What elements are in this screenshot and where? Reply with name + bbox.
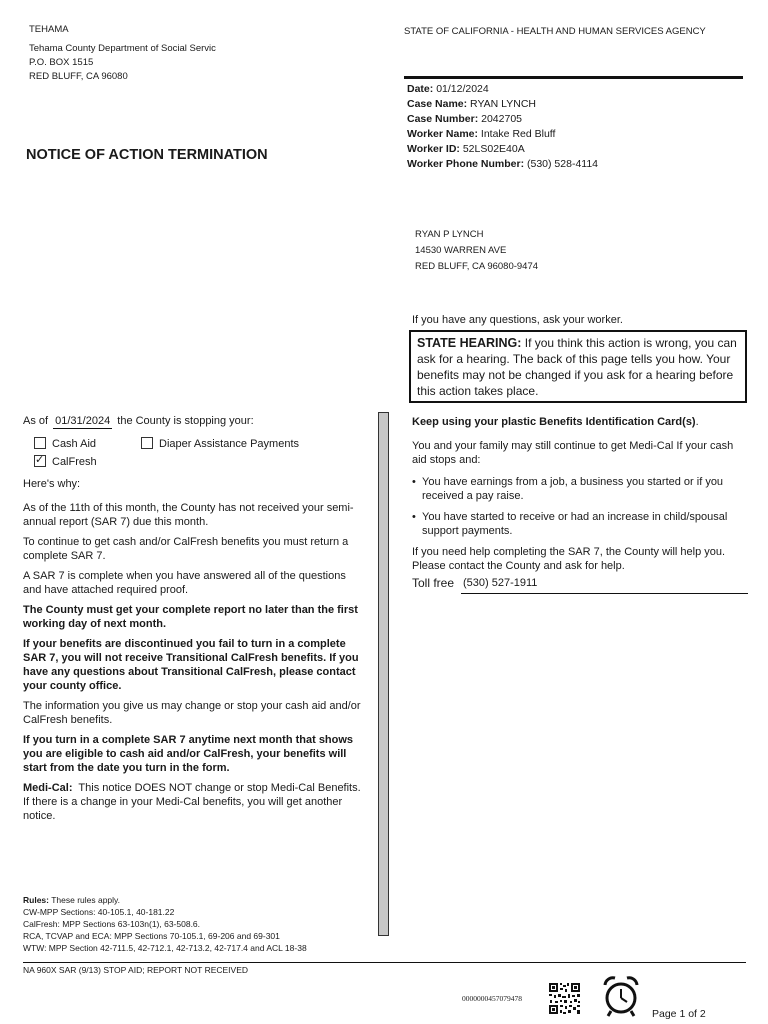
alarm-clock-icon xyxy=(601,974,641,1018)
help-text: If you need help completing the SAR 7, the County will help you. Please contact the County and ask for help. xyxy=(412,546,726,572)
stopping-date: 01/31/2024 xyxy=(55,415,111,427)
agency-dept: Tehama County Department of Social Servic xyxy=(29,43,216,54)
cash-aid-option[interactable] xyxy=(34,437,96,451)
rules-block: Rules: These rules apply. CW-MPP Sections: 40-105.1, 40-181.22 CalFresh: MPP Sections 63-103n(1), 63-508.6. RCA, TCVAP and ECA: MPP Sections 70-105.1, 69-206 and 69-301 WTW: MPP Section 42-711.5, 42-712.1, 42-713.2, 42-717.4 and ACL 18-38 xyxy=(23,895,307,953)
recipient-city: RED BLUFF, CA 96080-9474 xyxy=(415,261,539,272)
diaper-checkbox[interactable] xyxy=(141,437,153,449)
case-number-row: Case Number: 2042705 xyxy=(407,113,523,125)
reason-p7: If you turn in a complete SAR 7 anytime next month that shows you are eligible to cash aid and/or CalFresh, your benefits will start from the date you turn in the form. xyxy=(23,734,354,774)
right-column xyxy=(412,415,746,573)
state-hearing-box xyxy=(409,330,747,403)
reason-p1: As of the 11th of this month, the County has not received your semi-annual report (SAR 7) due this month. xyxy=(23,502,354,528)
cash-aid-checkbox[interactable] xyxy=(34,437,46,449)
case-number: 2042705 xyxy=(481,113,523,125)
stopping-line: As of 01/31/2024 the County is stopping your: xyxy=(23,415,254,427)
list-item: • You have started to receive or had an increase in child/spousal support payments. xyxy=(412,510,746,538)
worker-id-row: Worker ID: 52LS02E40A xyxy=(407,143,525,155)
worker-name-row: Worker Name: Intake Red Bluff xyxy=(407,128,556,140)
diaper-option[interactable] xyxy=(141,437,299,451)
cash-aid-label: Cash Aid xyxy=(52,438,97,450)
list-item: • You have earnings from a job, a business you started or if you received a pay raise. xyxy=(412,475,746,503)
case-name-row: Case Name: RYAN LYNCH xyxy=(407,98,536,110)
worker-phone: (530) 528-4114 xyxy=(527,158,599,170)
agency-city: RED BLUFF, CA 96080 xyxy=(29,71,128,82)
form-id: NA 960X SAR (9/13) STOP AID; REPORT NOT RECEIVED xyxy=(23,965,249,975)
medi-conditions-list xyxy=(412,475,746,538)
calfresh-checkbox[interactable] xyxy=(34,455,46,467)
state-hearing-label: STATE HEARING: xyxy=(417,336,522,350)
page-number: Page 1 of 2 xyxy=(652,1008,706,1020)
case-date: 01/12/2024 xyxy=(436,83,489,95)
rules-line: CW-MPP Sections: 40-105.1, 40-181.22 xyxy=(23,907,175,917)
reason-p5: If your benefits are discontinued you fail to turn in a complete SAR 7, you will not receive Transitional CalFresh benefits. If you have any questions about Transitional CalFresh, please contact your county office. xyxy=(23,638,359,692)
reason-section xyxy=(23,477,365,823)
diaper-label: Diaper Assistance Payments xyxy=(159,438,300,450)
recipient-address xyxy=(415,227,538,275)
reason-p3: A SAR 7 is complete when you have answered all of the questions and have attached required proof. xyxy=(23,570,346,596)
agency-county: TEHAMA xyxy=(29,24,69,35)
rules-line: CalFresh: MPP Sections 63-103n(1), 63-508.6. xyxy=(23,919,201,929)
footer-rule xyxy=(23,962,746,963)
reason-p2: To continue to get cash and/or CalFresh benefits you must return a complete SAR 7. xyxy=(23,536,349,562)
worker-name: Intake Red Bluff xyxy=(480,128,556,140)
worker-phone-row: Worker Phone Number: (530) 528-4114 xyxy=(407,158,599,170)
questions-text: If you have any questions, ask your worker. xyxy=(412,314,623,326)
qr-code-icon xyxy=(548,982,581,1015)
rules-line: WTW: MPP Section 42-711.5, 42-712.1, 42-713.2, 42-717.4 and ACL 18-38 xyxy=(23,943,307,953)
rules-line: RCA, TCVAP and ECA: MPP Sections 70-105.1, 69-206 and 69-301 xyxy=(23,931,280,941)
case-date-row: Date: 01/12/2024 xyxy=(407,83,489,95)
case-name: RYAN LYNCH xyxy=(470,98,536,110)
agency-box: P.O. BOX 1515 xyxy=(29,57,94,68)
state-hearing-text: If you think this action is wrong, you can ask for a hearing. The back of this page tells you how. Your benefits may not be changed if you ask for a hearing before this action takes place. xyxy=(417,336,737,398)
barcode-number: 0000000457079478 xyxy=(462,994,522,1003)
calfresh-option[interactable] xyxy=(34,455,97,469)
worker-id: 52LS02E40A xyxy=(462,143,525,155)
medi-cal-note: Medi-Cal: This notice DOES NOT change or stop Medi-Cal Benefits. If there is a change in your Medi-Cal benefits, you will get another notice. xyxy=(23,782,361,822)
bic-heading: Keep using your plastic Benefits Identification Card(s). xyxy=(412,416,699,428)
reason-p4: The County must get your complete report no later than the first working day of next month. xyxy=(23,604,358,630)
case-info xyxy=(407,82,598,172)
toll-free-number: (530) 527-1911 xyxy=(461,576,748,594)
recipient-name: RYAN P LYNCH xyxy=(415,229,484,240)
state-agency: STATE OF CALIFORNIA - HEALTH AND HUMAN SERVICES AGENCY xyxy=(404,26,706,37)
page-title: NOTICE OF ACTION TERMINATION xyxy=(26,147,268,163)
calfresh-label: CalFresh xyxy=(52,456,97,468)
medi-intro: You and your family may still continue to get Medi-Cal If your cash aid stops and: xyxy=(412,440,734,466)
reason-heading: Here's why: xyxy=(23,478,81,490)
agency-block xyxy=(29,22,216,84)
header-rule xyxy=(404,76,743,79)
rules-label: Rules: xyxy=(23,895,49,905)
column-divider xyxy=(378,412,389,936)
toll-free-label: Toll free xyxy=(412,576,455,590)
reason-p6: The information you give us may change or stop your cash aid and/or CalFresh benefits. xyxy=(23,700,361,726)
recipient-street: 14530 WARREN AVE xyxy=(415,245,507,256)
